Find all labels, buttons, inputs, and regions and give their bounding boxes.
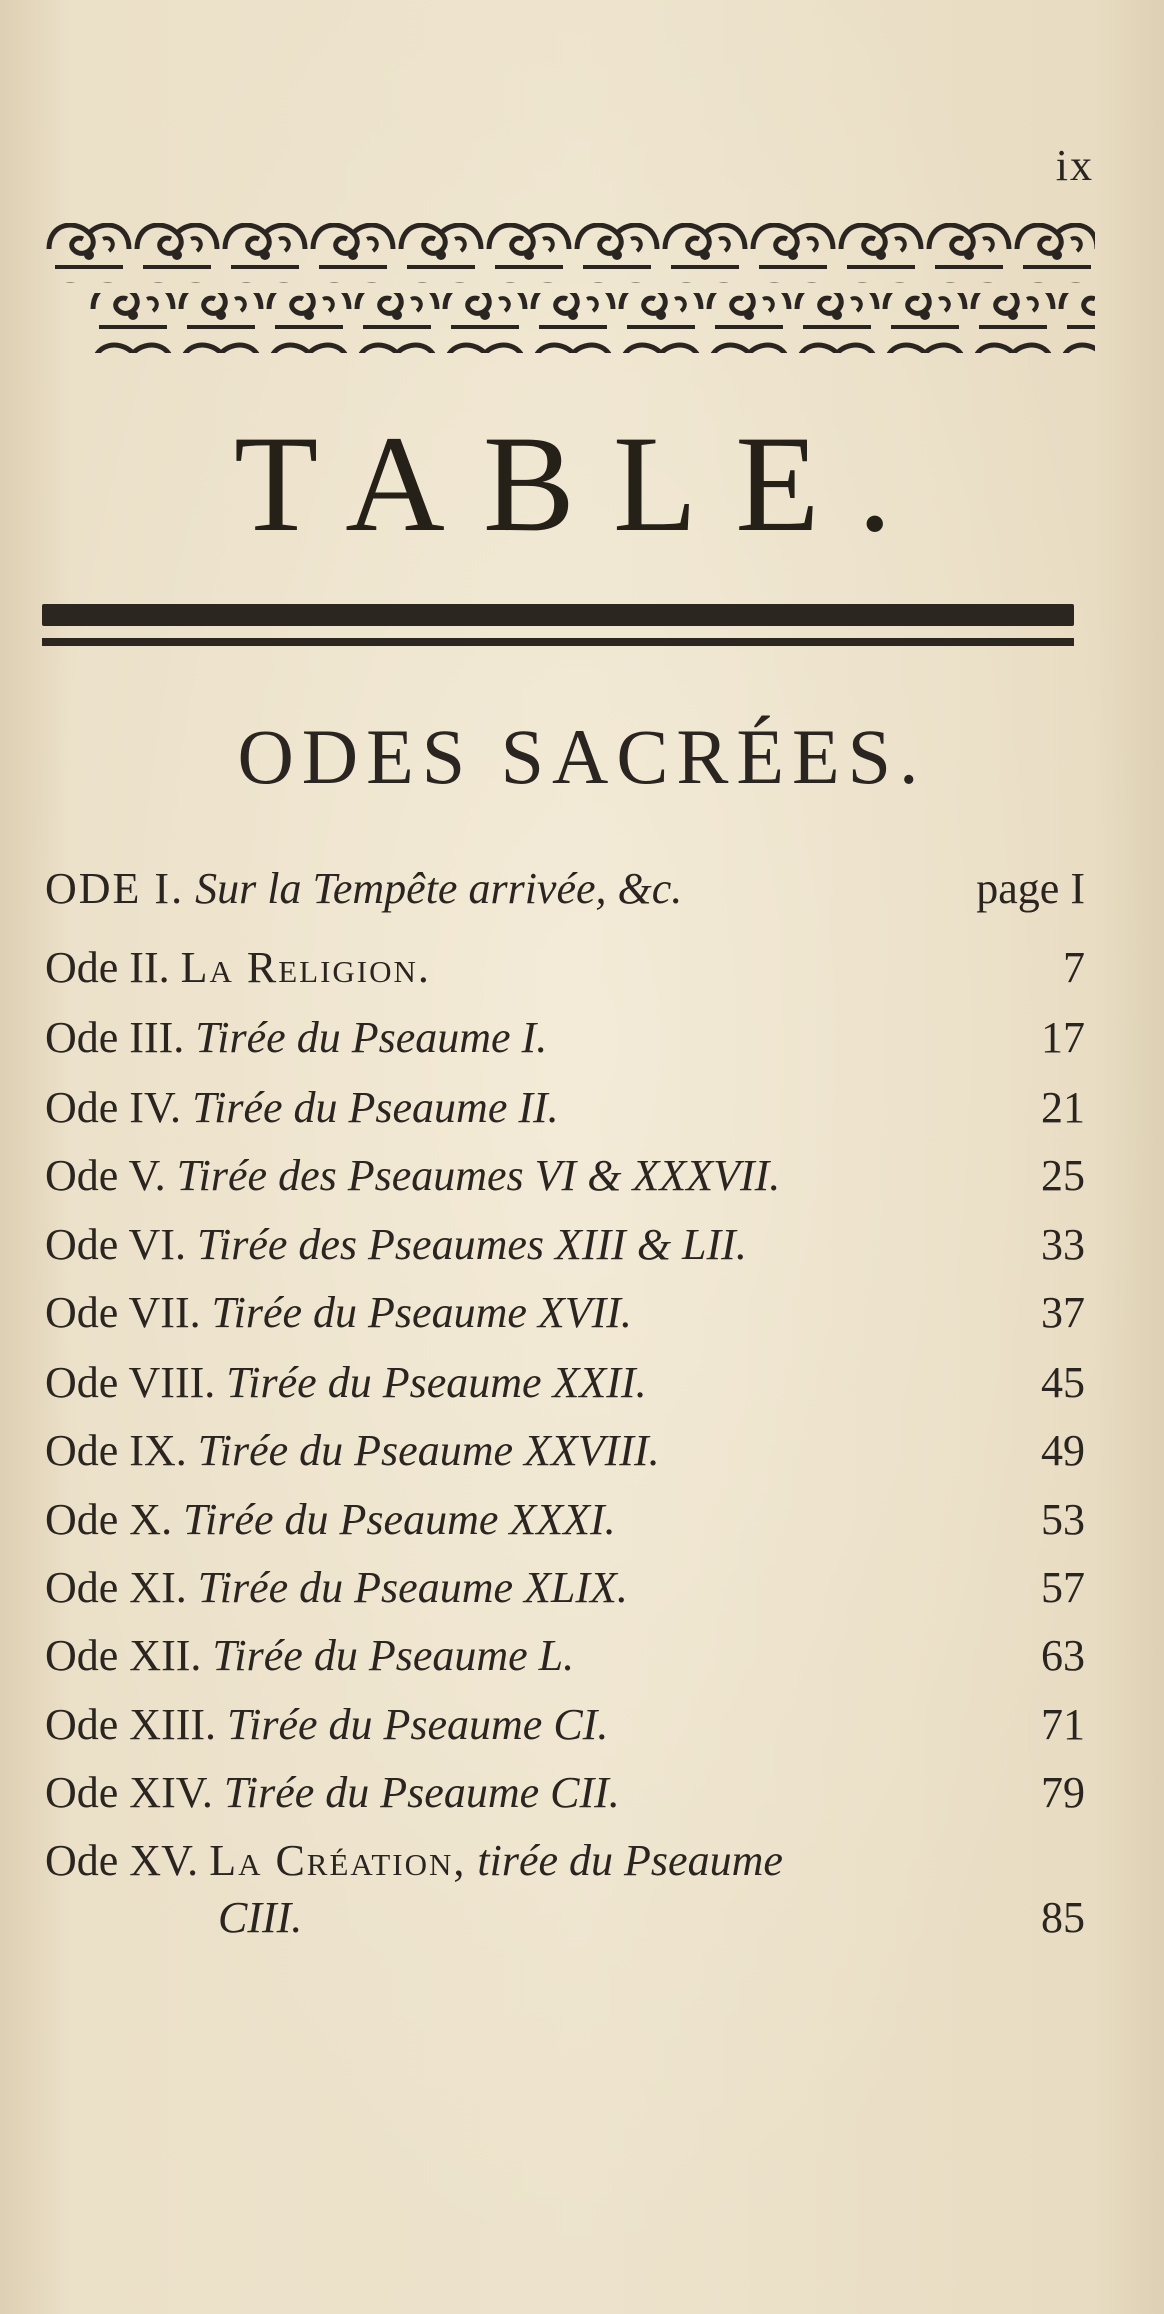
entry-number: ODE I. <box>45 864 185 913</box>
toc-entry <box>45 1418 1085 1484</box>
entry-page: 79 <box>1041 1768 1085 1817</box>
entry-title: Tirée du Pseaume XLIX. <box>197 1563 628 1612</box>
toc-entry <box>45 856 1085 922</box>
entry-title: Tirée du Pseaume XXII. <box>226 1358 647 1407</box>
section-heading: ODES SACRÉES. <box>237 713 927 800</box>
entry-title: Tirée du Pseaume II. <box>192 1083 559 1132</box>
toc-entry <box>45 935 1085 1001</box>
entry-page: 71 <box>1041 1700 1085 1749</box>
entry-page: 33 <box>1041 1220 1085 1269</box>
entry-page: 17 <box>1041 1013 1085 1062</box>
entry-title: Tirée du Pseaume XVII. <box>211 1288 632 1337</box>
entry-page: 7 <box>1063 943 1085 992</box>
entry-title: Tirée des Pseaumes XIII & LII. <box>196 1220 747 1269</box>
entry-title-continuation: CIII. <box>218 1893 303 1942</box>
entry-page: page I <box>976 864 1085 913</box>
entry-title: tirée du Pseaume <box>477 1836 783 1885</box>
entry-number: Ode V. <box>45 1151 166 1200</box>
entry-title: Tirée des Pseaumes VI & XXXVII. <box>176 1151 781 1200</box>
toc-entry <box>45 1760 1085 1826</box>
entry-page: 49 <box>1041 1426 1085 1475</box>
toc-entry <box>45 1555 1085 1621</box>
toc-entry <box>45 1280 1085 1346</box>
entry-title: Sur la Tempête arrivée, &c. <box>195 864 683 913</box>
entry-page: 85 <box>1041 1893 1085 1942</box>
entry-title: Tirée du Pseaume XXVIII. <box>197 1426 660 1475</box>
entry-number: Ode VIII. <box>45 1358 216 1407</box>
entry-number: Ode XIII. <box>45 1700 217 1749</box>
entry-title: Tirée du Pseaume XXXI. <box>183 1495 616 1544</box>
entry-title: Tirée du Pseaume I. <box>195 1013 548 1062</box>
entry-number: Ode XIV. <box>45 1768 213 1817</box>
entry-number: Ode XV. <box>45 1836 199 1885</box>
toc-entry <box>45 1692 1085 1758</box>
entry-page: 45 <box>1041 1358 1085 1407</box>
entry-number: Ode VI. <box>45 1220 186 1269</box>
toc-entry <box>45 1075 1085 1141</box>
entry-page: 63 <box>1041 1631 1085 1680</box>
entry-page: 25 <box>1041 1151 1085 1200</box>
toc-entry <box>45 1143 1085 1209</box>
entry-page: 57 <box>1041 1563 1085 1612</box>
toc-entry <box>45 1487 1085 1553</box>
toc-entry <box>45 1212 1085 1278</box>
entry-number: Ode III. <box>45 1013 185 1062</box>
entry-page: 21 <box>1041 1083 1085 1132</box>
entry-number: Ode X. <box>45 1495 173 1544</box>
page-number: ix <box>1055 141 1094 190</box>
entry-title: Tirée du Pseaume L. <box>212 1631 575 1680</box>
entry-number: Ode XI. <box>45 1563 187 1612</box>
toc-entry-continuation <box>218 1885 1085 1951</box>
page-title: TABLE. <box>233 407 931 560</box>
toc-entry <box>45 1005 1085 1071</box>
entry-page: 37 <box>1041 1288 1085 1337</box>
entry-number: Ode IX. <box>45 1426 187 1475</box>
entry-number: Ode II. <box>45 943 170 992</box>
toc-entry <box>45 1623 1085 1689</box>
entry-title: La Religion. <box>180 943 431 992</box>
entry-title: Tirée du Pseaume CII. <box>223 1768 620 1817</box>
toc-entry <box>45 1350 1085 1416</box>
entry-page: 53 <box>1041 1495 1085 1544</box>
entry-title-smallcaps: La Création, <box>209 1836 467 1885</box>
entry-number: Ode XII. <box>45 1631 202 1680</box>
entry-title: Tirée du Pseaume CI. <box>227 1700 609 1749</box>
entry-number: Ode IV. <box>45 1083 182 1132</box>
entry-number: Ode VII. <box>45 1288 201 1337</box>
